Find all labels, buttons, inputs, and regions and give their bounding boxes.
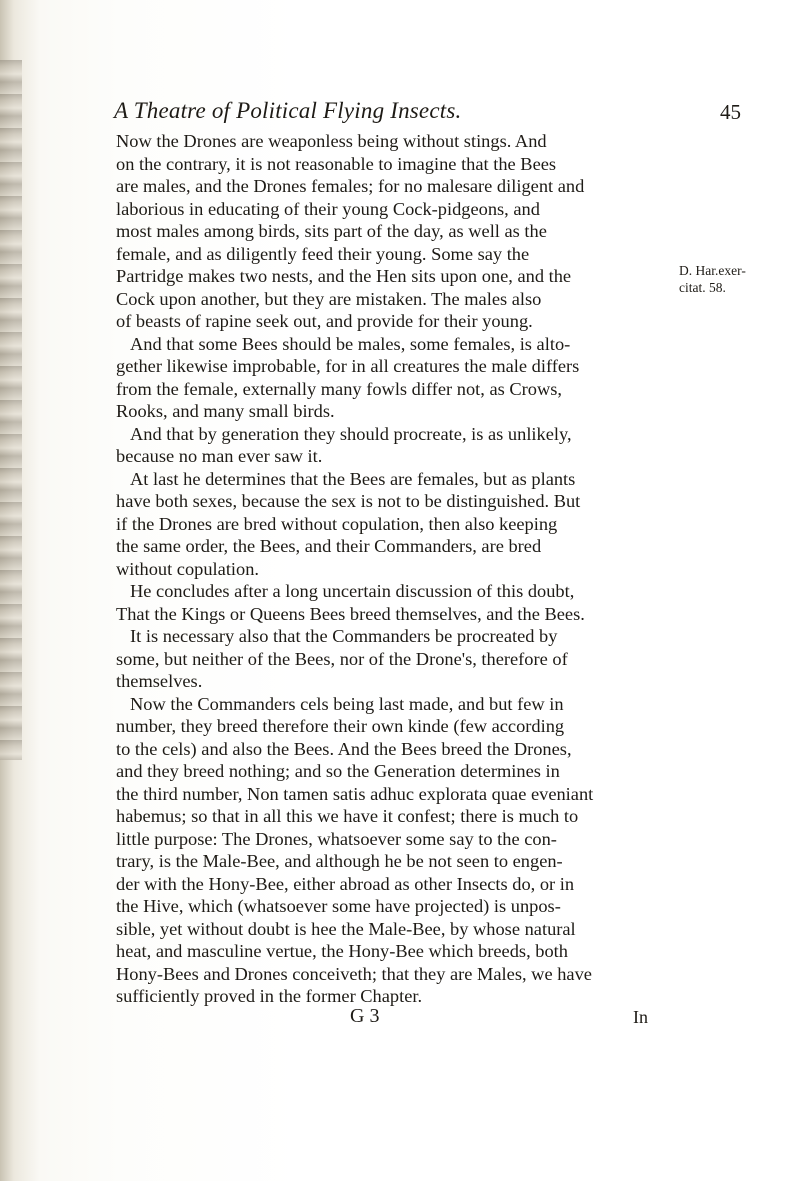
signature-mark: G 3 [350, 1005, 380, 1027]
text-line: And that some Bees should be males, some females, is alto- [130, 333, 571, 354]
marginal-note-line: citat. 58. [679, 280, 726, 295]
text-line: most males among birds, sits part of the day, as well as the [116, 221, 547, 241]
body-text [116, 130, 676, 1008]
text-line: themselves. [116, 671, 203, 691]
text-line: the Hive, which (whatsoever some have projected) is unpos- [116, 896, 561, 916]
text-line: Rooks, and many small birds. [116, 401, 335, 421]
text-line: and they breed nothing; and so the Generation determines in [116, 761, 560, 781]
text-line: laborious in educating of their young Cock-pidgeons, and [116, 198, 540, 219]
running-title: A Theatre of Political Flying Insects. [114, 98, 462, 123]
binding-gutter [0, 60, 22, 760]
text-line: have both sexes, because the sex is not to be distinguished. But [116, 491, 581, 511]
text-line: some, but neither of the Bees, nor of the Drone's, therefore of [116, 648, 568, 669]
text-line: are males, and the Drones females; for no malesare diligent and [116, 176, 585, 196]
text-line: from the female, externally many fowls differ not, as Crows, [116, 378, 563, 399]
text-line: Hony-Bees and Drones conceiveth; that they are Males, we have [116, 963, 592, 984]
text-line: heat, and masculine vertue, the Hony-Bee which breeds, both [116, 941, 568, 961]
text-line: Cock upon another, but they are mistaken. The males also [116, 288, 542, 309]
text-line: And that by generation they should procreate, is as unlikely, [130, 423, 572, 444]
text-line: the same order, the Bees, and their Commanders, are bred [116, 536, 542, 556]
text-line: number, they breed therefore their own kinde (few according [116, 716, 565, 736]
text-line: of beasts of rapine seek out, and provide for their young. [116, 311, 533, 331]
text-line: if the Drones are bred without copulation, then also keeping [116, 513, 558, 534]
text-line: gether likewise improbable, for in all creatures the male differs [116, 356, 580, 376]
text-line: It is necessary also that the Commanders be procreated by [130, 626, 558, 646]
text-line: Now the Drones are weaponless being without stings. And [116, 131, 547, 151]
text-line: habemus; so that in all this we have it confest; there is much to [116, 806, 579, 826]
text-line: the third number, Non tamen satis adhuc explorata quae eveniant [116, 783, 594, 804]
text-line: trary, is the Male-Bee, and although he be not seen to engen- [116, 851, 563, 871]
text-line: sufficiently proved in the former Chapter. [116, 986, 423, 1006]
text-line: little purpose: The Drones, whatsoever some say to the con- [116, 828, 557, 849]
text-line: without copulation. [116, 558, 260, 579]
text-line: der with the Hony-Bee, either abroad as other Insects do, or in [116, 873, 575, 894]
text-line: At last he determines that the Bees are females, but as plants [130, 468, 576, 489]
text-line: female, and as diligently feed their young. Some say the [116, 243, 530, 264]
page-header [0, 98, 801, 128]
text-line: on the contrary, it is not reasonable to imagine that the Bees [116, 153, 557, 174]
text-line: to the cels) and also the Bees. And the Bees breed the Drones, [116, 738, 572, 759]
text-line: That the Kings or Queens Bees breed themselves, and the Bees. [116, 603, 585, 624]
marginal-note [679, 262, 799, 296]
text-line: Now the Commanders cels being last made, and but few in [130, 693, 564, 714]
marginal-note-line: D. Har.exer- [679, 263, 746, 278]
text-line: sible, yet without doubt is hee the Male-Bee, by whose natural [116, 918, 576, 939]
text-line: Partridge makes two nests, and the Hen sits upon one, and the [116, 266, 572, 286]
page-number: 45 [720, 100, 741, 124]
text-line: He concludes after a long uncertain discussion of this doubt, [130, 581, 575, 601]
text-line: because no man ever saw it. [116, 446, 323, 466]
page-footer [0, 1005, 801, 1033]
catchword: In [633, 1007, 648, 1027]
